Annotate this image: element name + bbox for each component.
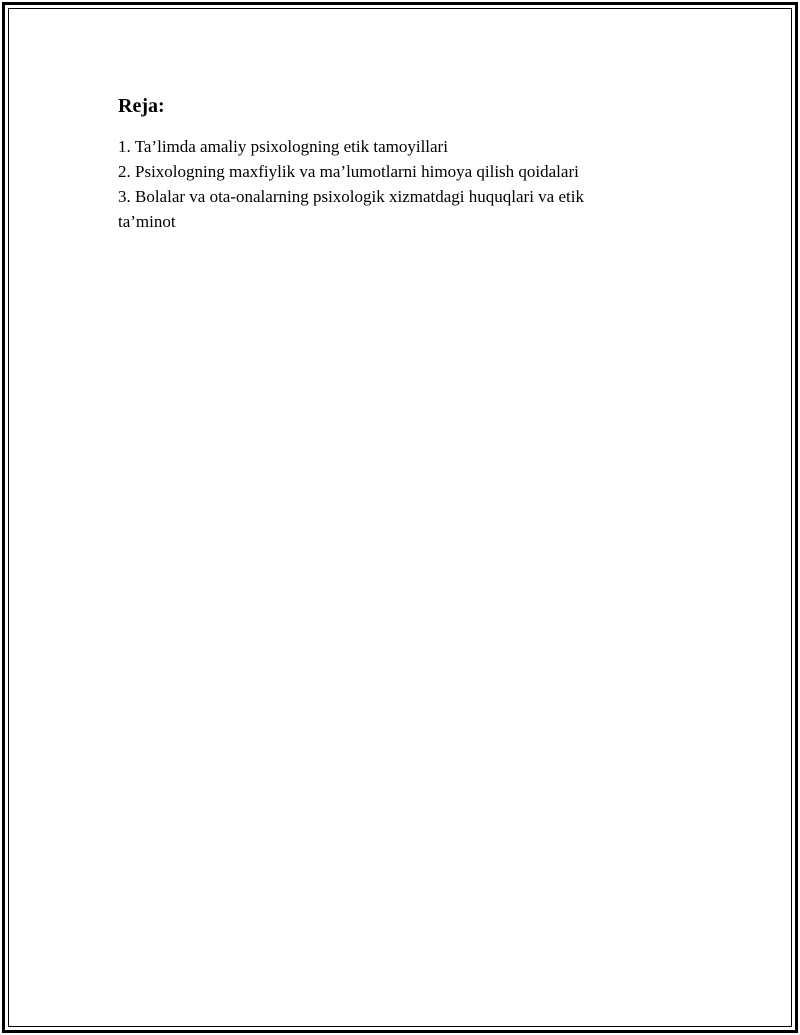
plan-list xyxy=(118,134,638,234)
plan-heading: Reja: xyxy=(118,95,165,117)
plan-item-3: 3. Bolalar va ota-onalarning psixologik xizmatdagi huquqlari va etik ta’minot xyxy=(118,187,584,231)
document-content xyxy=(118,92,638,234)
plan-item-1: 1. Ta’limda amaliy psixologning etik tamoyillari xyxy=(118,137,448,156)
plan-item-2: 2. Psixologning maxfiylik va ma’lumotlarni himoya qilish qoidalari xyxy=(118,162,579,181)
